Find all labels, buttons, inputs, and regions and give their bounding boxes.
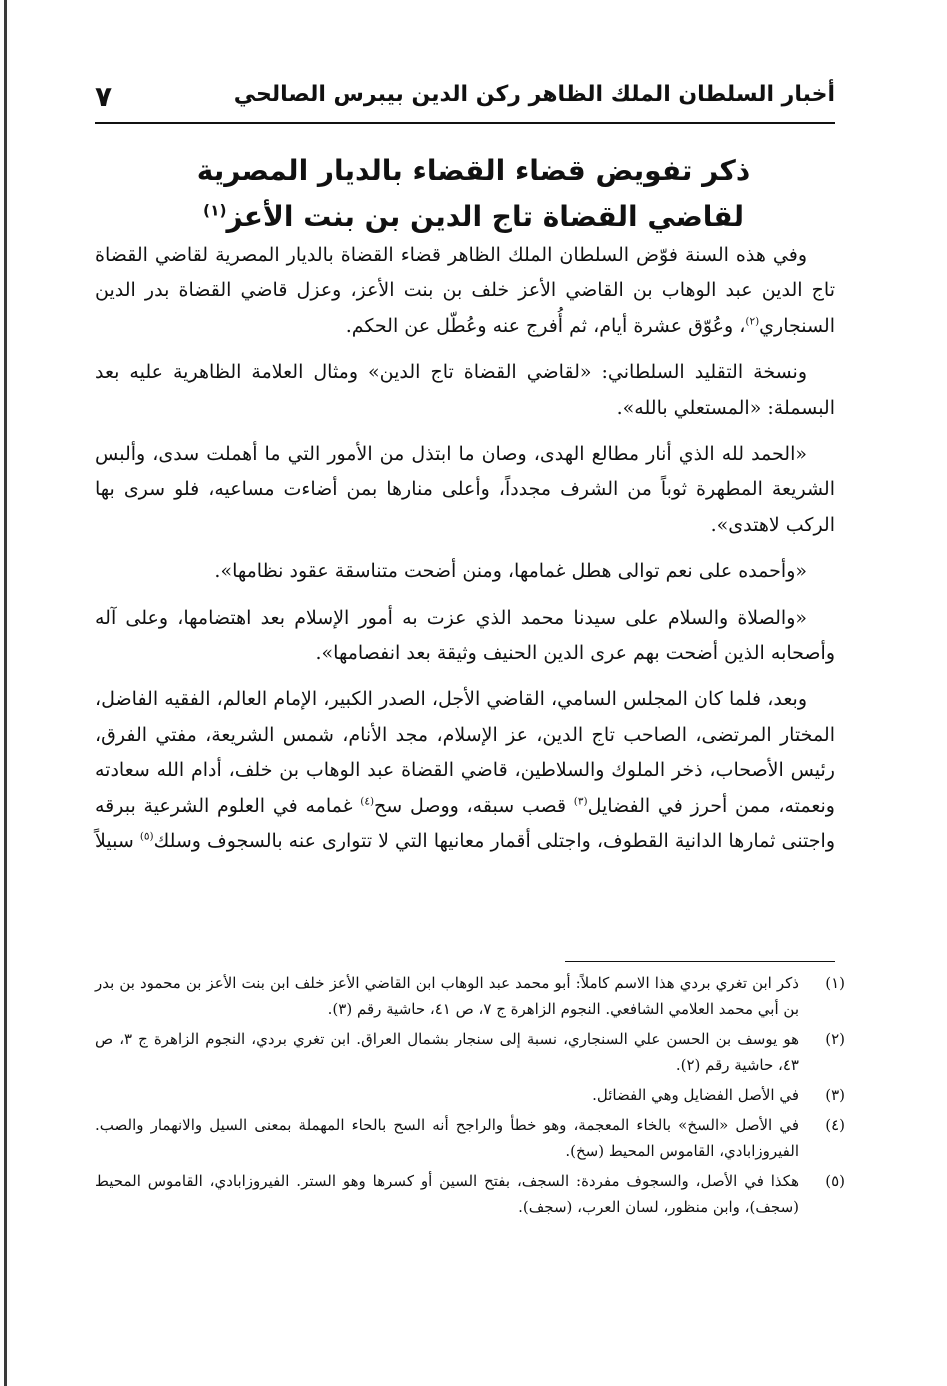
- footnote-number: (٥): [825, 1172, 845, 1190]
- footnote-separator: [565, 961, 835, 962]
- chapter-heading: [150, 148, 797, 240]
- footnote-ref-1: (١): [203, 201, 227, 220]
- running-header: [95, 78, 835, 124]
- footnote-ref-2: (٢): [745, 315, 760, 328]
- paragraph-6-text-d: سبيلاً: [95, 830, 140, 853]
- body-text: [95, 238, 835, 871]
- footnote: [95, 970, 845, 1022]
- page-number: ٧: [95, 80, 113, 113]
- paragraph-6-text-c: غمامه في العلوم الشرعية ببرقه واجتنى ثمارها الدانية القطوف، واجتلى أقمار معانيها التي لا تتوارى عنه بالسجوف وسلك: [95, 794, 835, 853]
- footnote-number: (٣): [825, 1086, 845, 1104]
- footnote: [95, 1082, 845, 1108]
- paragraph-1-text-b: ، وعُوّق عشرة أيام، ثم أُفرج عنه وعُطّل عن الحكم.: [345, 314, 746, 337]
- footnote-number: (٤): [825, 1116, 845, 1134]
- footnote-text: هكذا في الأصل، والسجوف مفردة: السجف، بفتح السين أو كسرها وهو الستر. الفيروزابادي، القاموس المحيط (سجف)، وابن منظور، لسان العرب، (سجف).: [95, 1172, 799, 1216]
- paragraph-1: [95, 238, 835, 344]
- heading-line-2: [150, 194, 797, 240]
- footnote-text: في الأصل الفضايل وهي الفضائل.: [592, 1086, 799, 1104]
- paragraph-4: «وأحمده على نعم توالى هطل غمامها، ومنن أضحت متناسقة عقود نظامها».: [214, 560, 807, 583]
- heading-line-2-text: لقاضي القضاة تاج الدين بن بنت الأعز: [226, 200, 744, 233]
- heading-line-1: ذكر تفويض قضاء القضاء بالديار المصرية: [196, 154, 751, 187]
- footnote-text: في الأصل «السخ» بالخاء المعجمة، وهو خطأ والراجح أنه السح بالحاء المهملة بمعنى السيل والانهمار والصب. الفيروزابادي، القاموس المحيط (سخ).: [95, 1116, 799, 1160]
- footnote-number: (١): [825, 974, 845, 992]
- footnote-text: هو يوسف بن الحسن علي السنجاري، نسبة إلى سنجار بشمال العراق. ابن تغري بردي، النجوم الزاهرة ج ٣، ص ٤٣، حاشية رقم (٢).: [95, 1030, 800, 1074]
- footnote-text: ذكر ابن تغري بردي هذا الاسم كاملاً: أبو محمد عبد الوهاب ابن القاضي الأعز خلف ابن بنت الأعز بن محمود بن بدر بن أبي محمد العلامي الشافعي. النجوم الزاهرة ج ٧، ص ٤١، حاشية رقم (٣).: [95, 974, 799, 1018]
- footnotes: [95, 970, 845, 1224]
- footnote-ref-5: (٥): [139, 830, 154, 843]
- paragraph-2: ونسخة التقليد السلطاني: «لقاضي القضاة تاج الدين» ومثال العلامة الظاهرية عليه بعد البسملة: «المستعلي بالله».: [95, 361, 835, 419]
- footnote-ref-4: (٤): [360, 795, 375, 808]
- paragraph-3: «الحمد لله الذي أنار مطالع الهدى، وصان ما ابتذل من الأمور التي ما أهملت سدى، وألبس الشريعة المطهرة ثوباً من الشرف مجدداً، وأعلى منارها بمن أضاءت مساعيه، فلو سرى بها الركب لاهتدى».: [95, 443, 835, 536]
- paragraph-1-text-a: وفي هذه السنة فوّض السلطان الملك الظاهر قضاء القضاة بالديار المصرية لقاضي القضاة تاج الدين عبد الوهاب بن القاضي الأعز خلف بن بنت الأعز، وعزل قاضي القضاة بدر الدين السنجاري: [95, 244, 835, 337]
- paragraph-5: «والصلاة والسلام على سيدنا محمد الذي عزت به أمور الإسلام بعد اهتضامها، وعلى آله وأصحابه الذين أضحت بهم عرى الدين الحنيف وثيقة بعد انفصامها».: [95, 606, 835, 665]
- footnote-number: (٢): [825, 1030, 845, 1048]
- paragraph-6-text-b: قصب سبقه، ووصل سح: [374, 794, 574, 817]
- paragraph-6-text-a: وبعد، فلما كان المجلس السامي، القاضي الأجل، الصدر الكبير، الإمام العالم، الفقيه الفاضل، المختار المرتضى، الصاحب تاج الدين، عز الإسلام، مجد الأنام، شمس الشريعة، مفتي الفرق، رئيس الأصحاب، ذخر الملوك والسلاطين، قاضي القضاة عبد الوهاب بن خلف، أدام الله سعادته ونعمته، ممن أحرز في الفضايل: [95, 688, 835, 817]
- footnote: [95, 1168, 845, 1220]
- running-title: أخبار السلطان الملك الظاهر ركن الدين بيبرس الصالحي: [233, 82, 835, 107]
- footnote: [95, 1026, 845, 1078]
- scan-edge-line: [4, 0, 7, 1386]
- footnote: [95, 1112, 845, 1164]
- footnote-ref-3: (٣): [573, 795, 588, 808]
- paragraph-6: [95, 682, 835, 859]
